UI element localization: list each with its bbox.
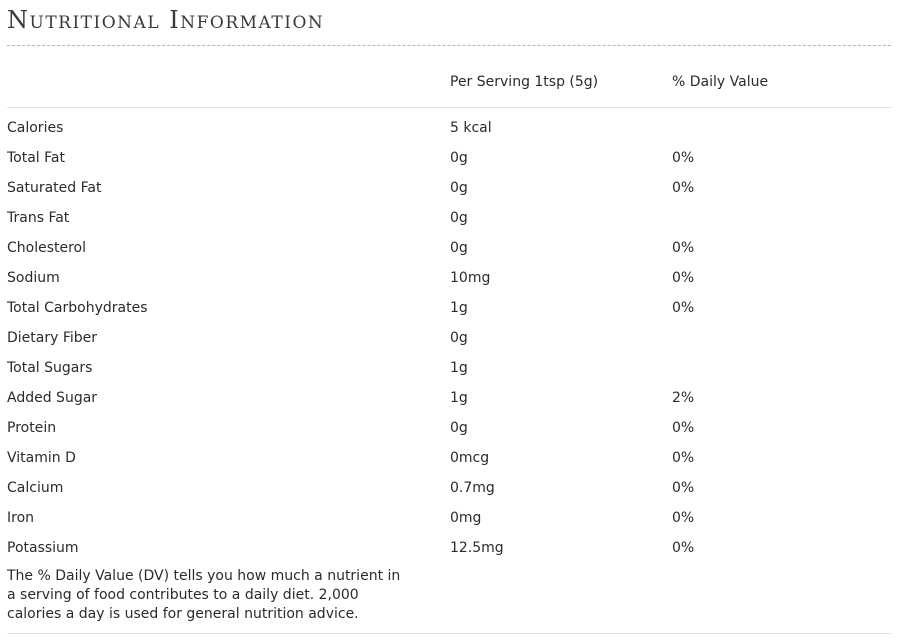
nutrient-daily-value: 0% xyxy=(672,150,695,166)
nutrient-amount: 0mcg xyxy=(450,450,490,466)
nutrient-name: Potassium xyxy=(7,540,79,556)
daily-value-footnote: The % Daily Value (DV) tells you how much a nutrient in a serving of food contributes to a daily diet. 2,000 calories a day is used for general nutrition advice. xyxy=(7,568,401,622)
nutrient-row-sodium xyxy=(0,268,900,298)
nutrient-name: Iron xyxy=(7,510,35,526)
header-divider xyxy=(7,107,891,108)
nutrient-row-dietary-fiber xyxy=(0,328,900,358)
nutrient-row-total-carbohydrates xyxy=(0,298,900,328)
nutrient-daily-value: 2% xyxy=(672,390,695,406)
nutrient-amount: 0g xyxy=(450,420,468,436)
nutrient-name: Vitamin D xyxy=(7,450,76,466)
nutrient-name: Total Sugars xyxy=(7,360,93,376)
nutrient-row-added-sugar xyxy=(0,388,900,418)
nutrient-row-cholesterol xyxy=(0,238,900,268)
nutrient-row-trans-fat xyxy=(0,208,900,238)
nutrient-name: Dietary Fiber xyxy=(7,330,98,346)
nutrient-daily-value: 0% xyxy=(672,480,695,496)
nutrient-amount: 0.7mg xyxy=(450,480,495,496)
nutrient-daily-value: 0% xyxy=(672,180,695,196)
nutrient-row-calories xyxy=(0,118,900,148)
nutrient-name: Cholesterol xyxy=(7,240,87,256)
nutrient-name: Saturated Fat xyxy=(7,180,102,196)
nutrient-name: Added Sugar xyxy=(7,390,98,406)
nutrient-amount: 1g xyxy=(450,390,468,406)
bottom-divider xyxy=(7,633,891,634)
nutrient-daily-value: 0% xyxy=(672,300,695,316)
nutrient-daily-value: 0% xyxy=(672,510,695,526)
nutrient-row-potassium xyxy=(0,538,900,568)
page-title: Nutritional Information xyxy=(7,6,325,34)
nutrient-amount: 0g xyxy=(450,150,468,166)
nutrient-name: Trans Fat xyxy=(7,210,70,226)
nutrient-row-vitamin-d xyxy=(0,448,900,478)
nutrient-name: Total Fat xyxy=(7,150,65,166)
nutrient-daily-value: 0% xyxy=(672,540,695,556)
nutrient-name: Calcium xyxy=(7,480,64,496)
nutrient-daily-value: 0% xyxy=(672,240,695,256)
nutrient-daily-value: 0% xyxy=(672,270,695,286)
nutrient-daily-value: 0% xyxy=(672,420,695,436)
nutrient-row-saturated-fat xyxy=(0,178,900,208)
nutrient-amount: 0g xyxy=(450,180,468,196)
nutrient-amount: 0g xyxy=(450,210,468,226)
nutrient-row-protein xyxy=(0,418,900,448)
title-divider xyxy=(7,45,891,46)
column-header-daily-value: % Daily Value xyxy=(672,74,769,90)
nutrient-amount: 1g xyxy=(450,300,468,316)
nutrient-name: Protein xyxy=(7,420,57,436)
nutrient-row-calcium xyxy=(0,478,900,508)
nutrient-amount: 1g xyxy=(450,360,468,376)
nutrient-amount: 0mg xyxy=(450,510,482,526)
nutrient-row-total-sugars xyxy=(0,358,900,388)
nutrient-amount: 0g xyxy=(450,240,468,256)
nutrient-amount: 0g xyxy=(450,330,468,346)
nutrient-row-total-fat xyxy=(0,148,900,178)
nutrient-amount: 12.5mg xyxy=(450,540,504,556)
column-header-serving: Per Serving 1tsp (5g) xyxy=(450,74,599,90)
nutrient-name: Total Carbohydrates xyxy=(7,300,148,316)
nutrient-row-iron xyxy=(0,508,900,538)
nutrient-daily-value: 0% xyxy=(672,450,695,466)
nutrient-amount: 5 kcal xyxy=(450,120,492,136)
nutrient-name: Sodium xyxy=(7,270,60,286)
nutrient-amount: 10mg xyxy=(450,270,491,286)
nutrient-name: Calories xyxy=(7,120,64,136)
nutrition-table xyxy=(0,118,900,568)
